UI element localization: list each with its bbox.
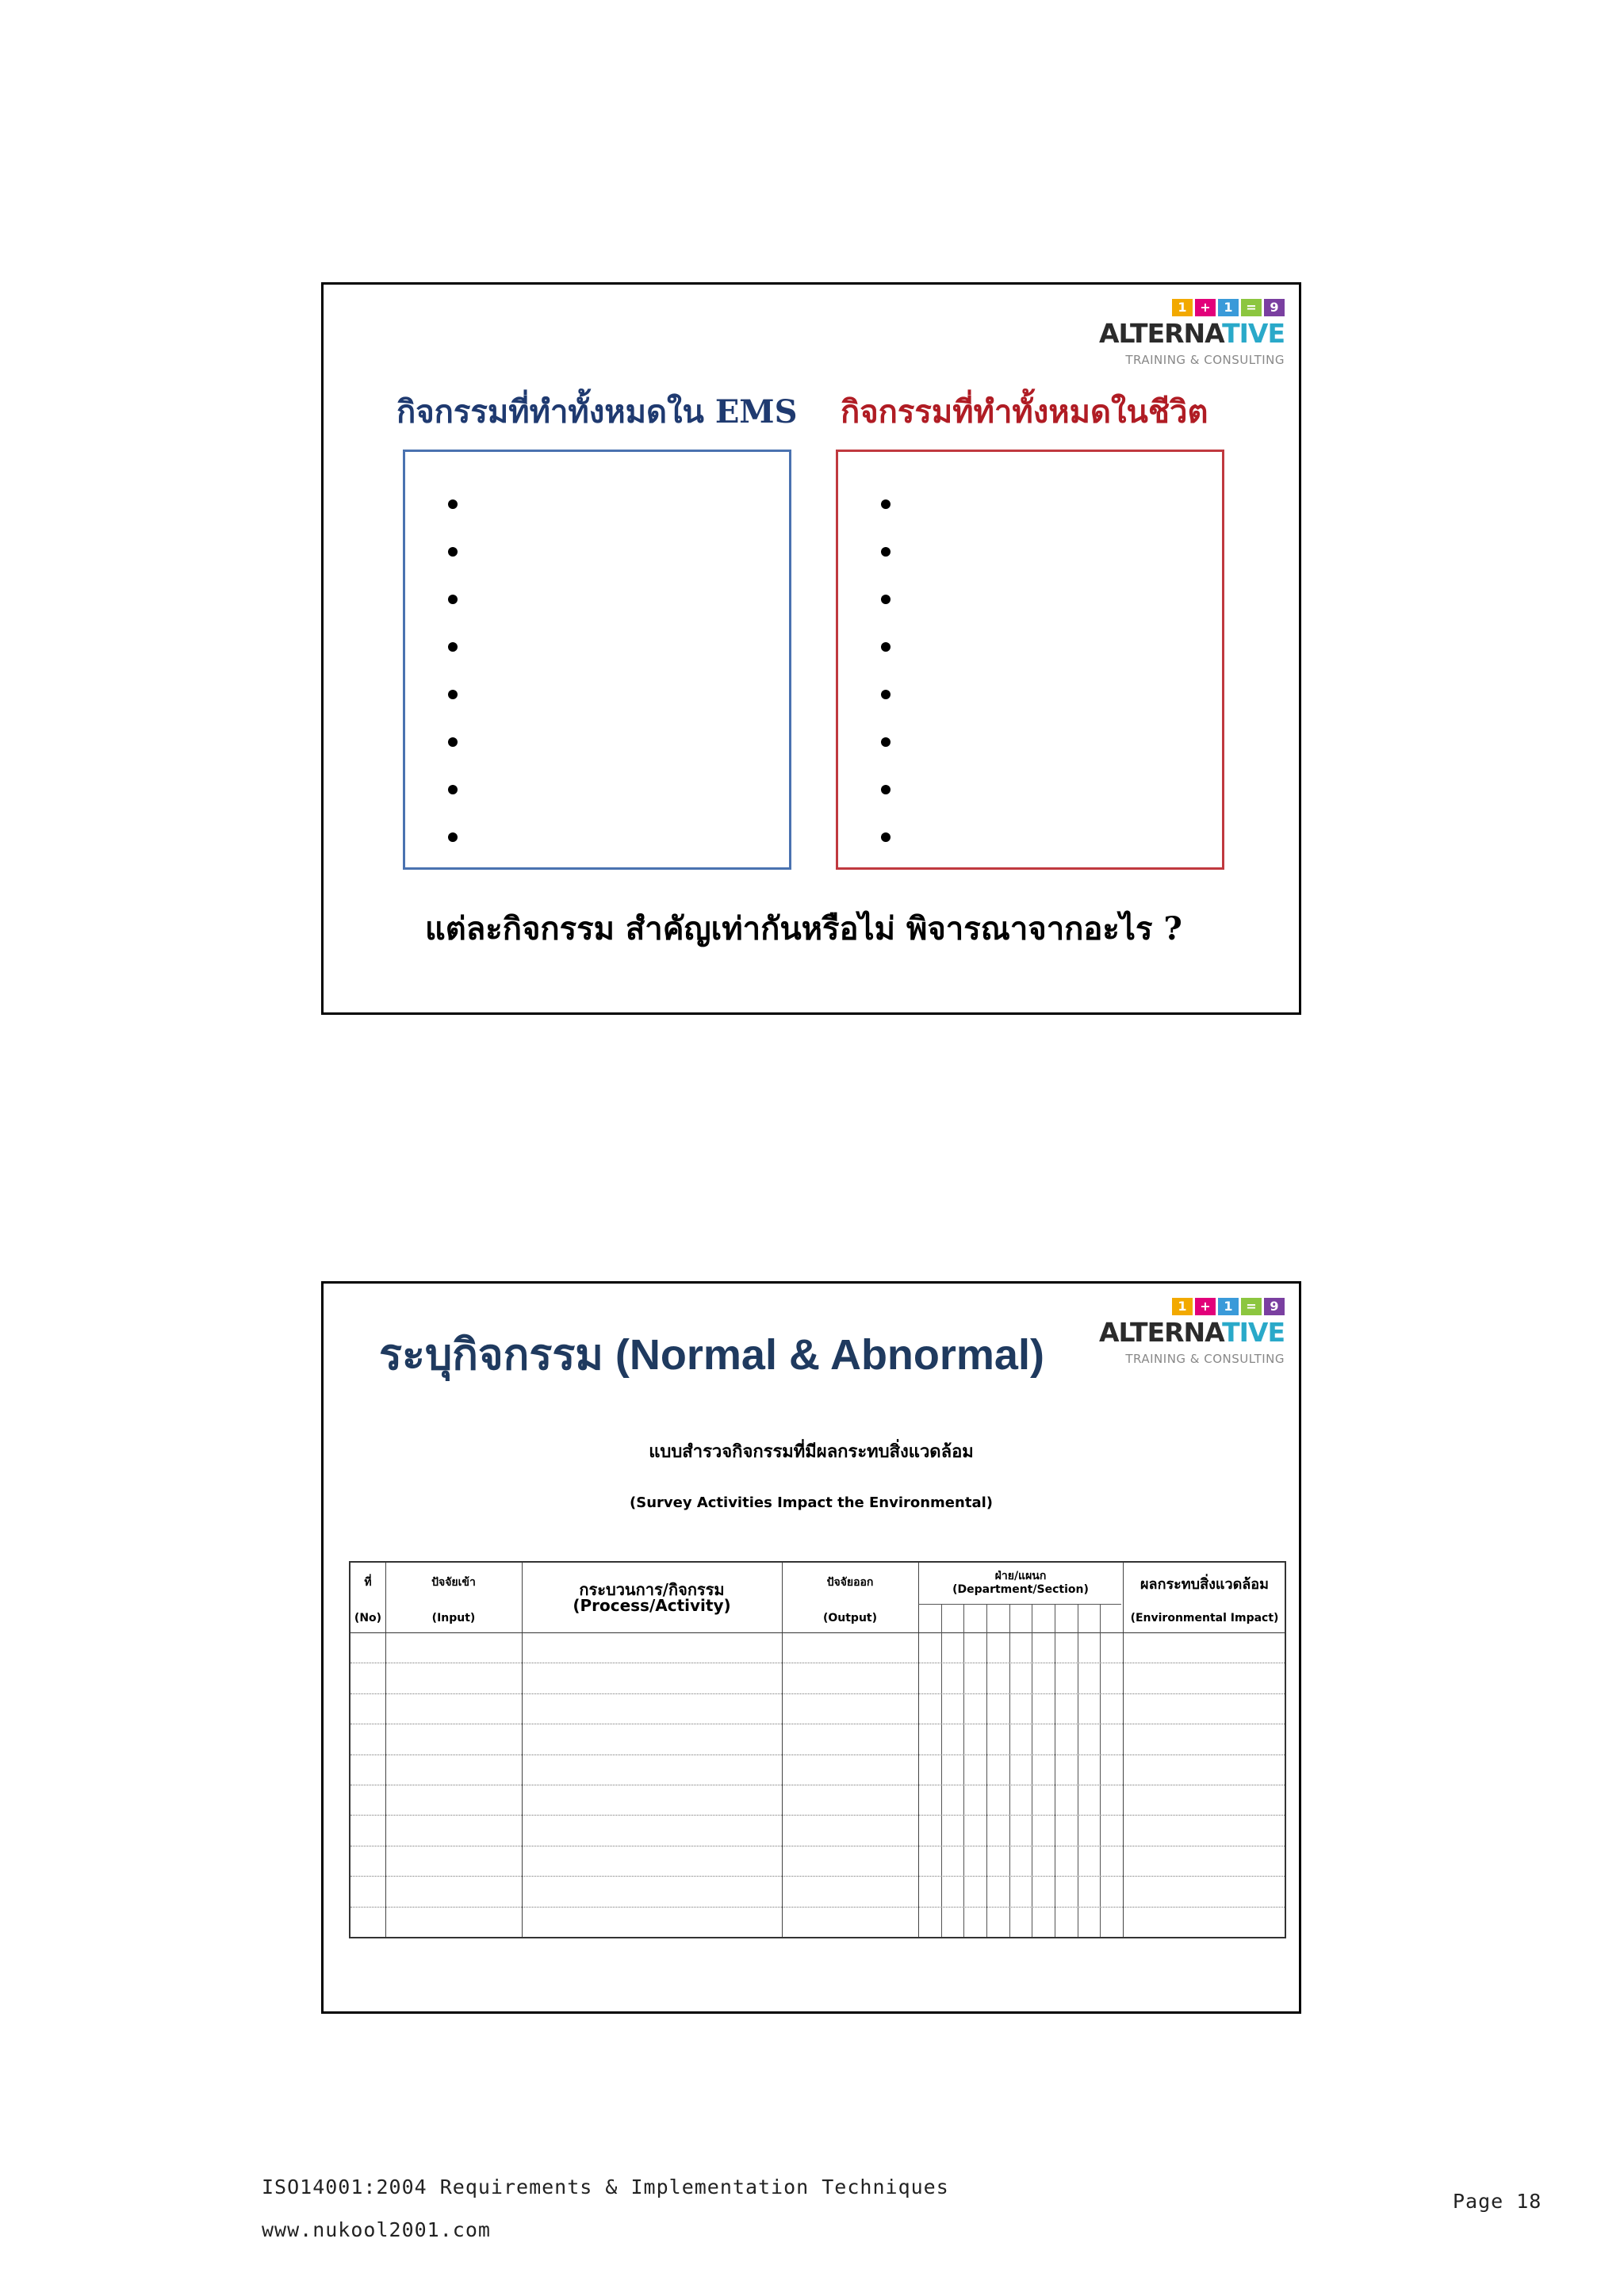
logo-box: 1 [1218,1298,1239,1315]
dept-subcolumn-divider [1009,1604,1010,1937]
dept-subheader-line [918,1604,1121,1605]
logo-box: = [1241,299,1262,316]
bullet-point [448,499,458,509]
bullet-point [448,832,458,842]
slide-title: ระบุกิจกรรม (Normal & Abnormal) [379,1331,1044,1379]
bullet-point [448,595,458,604]
bullet-point [448,690,458,699]
dept-subcolumn-divider [1100,1604,1101,1937]
logo-box: 1 [1172,299,1193,316]
column-divider [918,1563,919,1937]
bullet-point [448,785,458,794]
ems-activities-heading: กิจกรรมที่ทำทั้งหมดใน EMS [396,393,798,430]
dept-subcolumn-divider [963,1604,964,1937]
slide-ems-activities [321,282,1301,1015]
logo-tagline: TRAINING & CONSULTING [1125,353,1285,367]
importance-question: แต่ละกิจกรรม สำคัญเท่ากันหรือไม่ พิจารณาจากอะไร ? [425,910,1182,947]
logo-tagline: TRAINING & CONSULTING [1125,1352,1285,1366]
page-number: Page 18 [1453,2190,1542,2213]
form-title: แบบสำรวจกิจกรรมที่มีผลกระทบสิ่งแวดล้อม [649,1442,974,1462]
dept-subcolumn-divider [986,1604,987,1937]
logo-box: 9 [1264,299,1285,316]
dept-subcolumn-divider [941,1604,942,1937]
logo-word-dark: ALTERNA [1098,318,1223,349]
header-bottom-line [350,1632,1285,1633]
life-activities-heading: กิจกรรมที่ทำทั้งหมดในชีวิต [841,393,1208,430]
col-dept-en: (Department/Section) [952,1583,1089,1596]
bullet-point [448,737,458,747]
bullet-point [881,785,891,794]
logo-box: 9 [1264,1298,1285,1315]
bullet-point [881,595,891,604]
table-row-line [350,1876,1285,1877]
column-divider [522,1563,523,1937]
logo-box: 1 [1172,1298,1193,1315]
col-impact-th: ผลกระทบสิ่งแวดล้อม [1140,1576,1269,1593]
bullet-point [881,690,891,699]
bullet-point [881,737,891,747]
bullet-point [881,499,891,509]
footer-course-title: ISO14001:2004 Requirements & Implementation Techniques [262,2175,949,2198]
logo-equation [1172,1298,1285,1315]
survey-form-table [349,1561,1286,1938]
col-dept-th: ฝ่าย/แผนก [994,1570,1047,1582]
col-output-en: (Output) [822,1612,878,1624]
col-process-en: (Process/Activity) [573,1596,731,1615]
table-row-line [350,1907,1285,1908]
ems-activities-list [403,450,791,870]
bullet-point [448,642,458,652]
form-subtitle: (Survey Activities Impact the Environmental) [630,1494,993,1511]
col-impact-en: (Environmental Impact) [1130,1612,1279,1624]
logo-word-dark: ALTERNA [1098,1317,1223,1348]
bullet-point [881,547,891,557]
bullet-point [881,832,891,842]
logo-box: + [1195,1298,1216,1315]
logo-equation [1172,299,1285,316]
bullet-point [448,547,458,557]
col-input-en: (Input) [431,1612,476,1624]
col-input-th: ปัจจัยเข้า [431,1576,476,1589]
col-process-th: กระบวนการ/กิจกรรม [579,1580,725,1599]
logo-box: + [1195,299,1216,316]
alternative-logo [1098,1298,1285,1377]
logo-word-accent: TIVE [1222,318,1285,349]
col-no-th: ที่ [364,1576,372,1589]
footer-website: www.nukool2001.com [262,2218,491,2241]
col-output-th: ปัจจัยออก [826,1576,874,1589]
slide-identify-activities [321,1281,1301,2014]
logo-wordmark [1099,318,1285,349]
table-row-line [350,1693,1285,1694]
logo-word-accent: TIVE [1222,1317,1285,1348]
logo-box: = [1241,1298,1262,1315]
table-row-line [350,1815,1285,1816]
alternative-logo [1098,299,1285,378]
logo-wordmark [1099,1317,1285,1348]
col-no-en: (No) [354,1612,382,1624]
life-activities-list [836,450,1224,870]
bullet-point [881,642,891,652]
logo-box: 1 [1218,299,1239,316]
